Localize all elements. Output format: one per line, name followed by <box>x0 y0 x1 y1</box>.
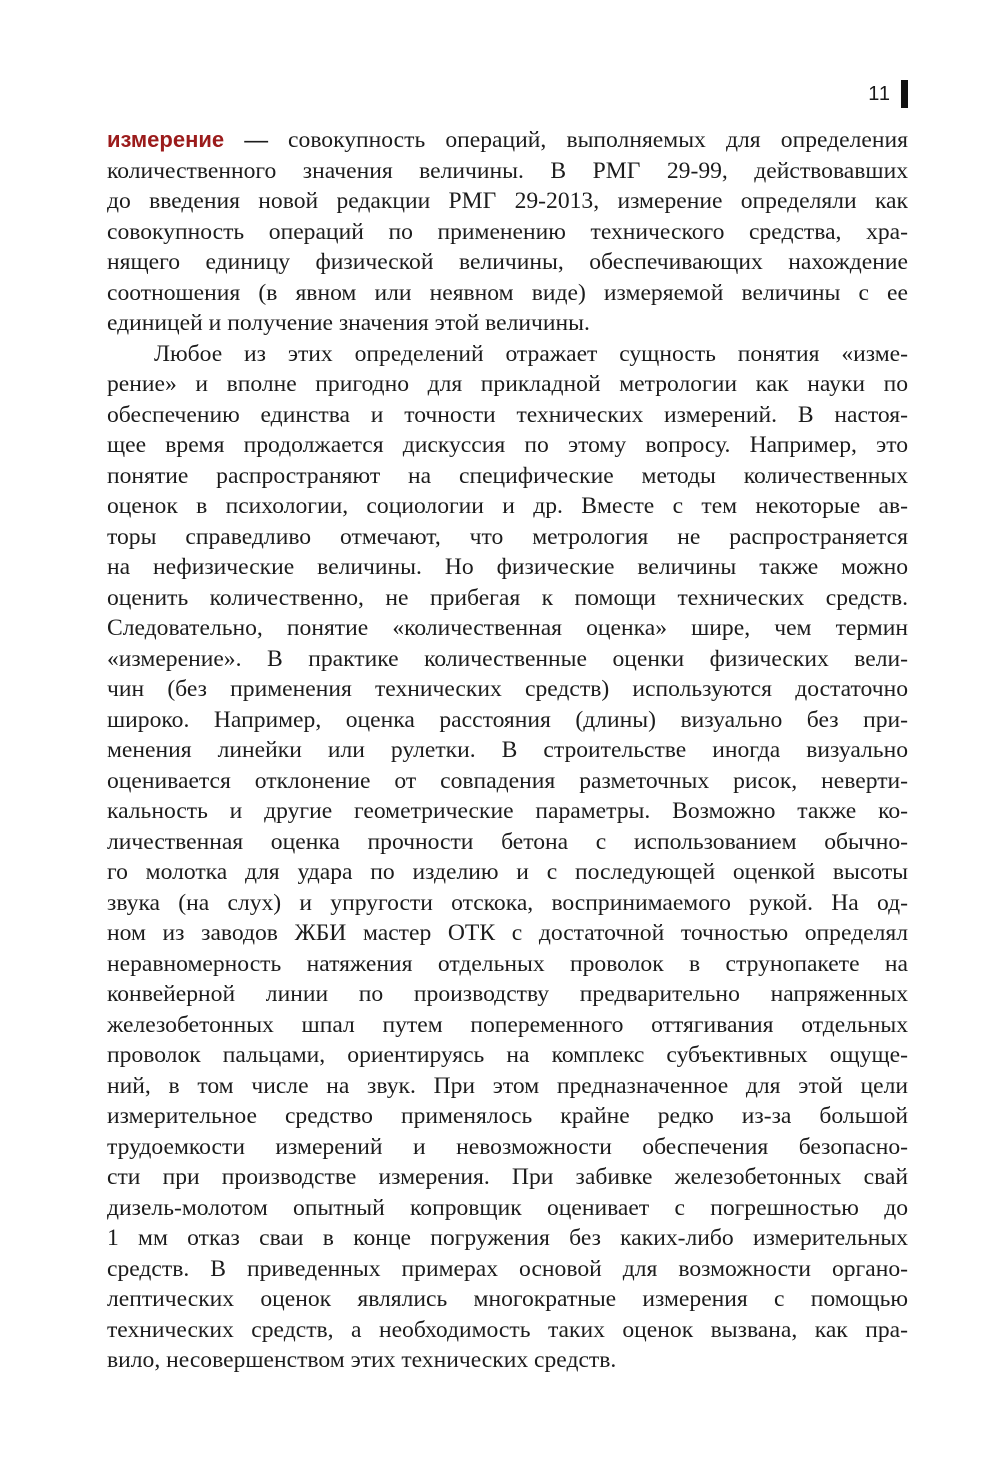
text-line: широко. Например, оценка расстояния (длины) визуально без при- <box>107 706 908 733</box>
text-line: торы справедливо отмечают, что метрология не распространяется <box>107 523 908 550</box>
text-line: обеспечению единства и точности технических измерений. В настоя- <box>107 401 908 428</box>
text-line: трудоемкости измерений и невозможности обеспечения безопасно- <box>107 1133 908 1160</box>
definition-block <box>107 125 908 339</box>
text-line: оценить количественно, не прибегая к помощи технических средств. <box>107 584 908 611</box>
text-line: кальность и другие геометрические параметры. Возможно также ко- <box>107 798 908 824</box>
text-line: рение» и вполне пригодно для прикладной метрологии как науки по <box>107 371 908 397</box>
text-line: Любое из этих определений отражает сущность понятия «изме- <box>154 340 908 367</box>
page-number: 11 <box>868 82 891 105</box>
page-number-bar <box>901 80 908 108</box>
page-body <box>107 125 908 1376</box>
text-line: менения линейки или рулетки. В строительстве иногда визуально <box>107 737 908 763</box>
text-line: щее время продолжается дискуссия по этому вопросу. Например, это <box>107 432 908 458</box>
defined-term: измерение <box>107 127 225 152</box>
text-line: единицей и получение значения этой величины. <box>107 310 590 336</box>
text-line: технических средств, а необходимость таких оценок вызвана, как пра- <box>107 1316 908 1343</box>
text-line: сти при производстве измерения. При забивке железобетонных свай <box>107 1164 908 1190</box>
text-line: до введения новой редакции РМГ 29-2013, измерение определяли как <box>107 188 908 214</box>
text-line: 1 мм отказ сваи в конце погружения без каких-либо измерительных <box>107 1225 908 1251</box>
text-line: го молотка для удара по изделию и с последующей оценкой высоты <box>107 859 908 885</box>
text-line: соотношения (в явном или неявном виде) измеряемой величины с ее <box>107 279 908 306</box>
text-line: оценивается отклонение от совпадения разметочных рисок, неверти- <box>107 767 908 794</box>
text-line: «измерение». В практике количественные оценки физических вели- <box>107 645 908 672</box>
body-paragraph <box>107 339 908 1376</box>
text-line: понятие распространяют на специфические методы количественных <box>107 462 908 489</box>
text-line: средств. В приведенных примерах основой для возможности органо- <box>107 1255 908 1282</box>
definition-first-line-text: совокупность операций, выполняемых для определения <box>267 127 908 153</box>
definition-dash: — <box>244 127 268 153</box>
text-line: звука (на слух) и упругости отскока, воспринимаемого рукой. На од- <box>107 889 908 916</box>
text-line: дизель-молотом опытный копровщик оценивает с погрешностью до <box>107 1194 908 1221</box>
text-line: оценок в психологии, социологии и др. Вместе с тем некоторые ав- <box>107 493 908 519</box>
text-line: количественного значения величины. В РМГ 29-99, действовавших <box>107 157 908 184</box>
text-line: нящего единицу физической величины, обеспечивающих нахождение <box>107 249 908 275</box>
text-line: совокупность операций по применению технического средства, хра- <box>107 218 908 245</box>
text-line: ном из заводов ЖБИ мастер ОТК с достаточной точностью определял <box>107 920 908 946</box>
text-line: ний, в том числе на звук. При этом предназначенное для этой цели <box>107 1072 908 1099</box>
text-line: проволок пальцами, ориентируясь на комплекс субъективных ощуще- <box>107 1042 908 1068</box>
page-header <box>868 80 908 108</box>
definition-first-line <box>107 125 908 156</box>
text-line: конвейерной линии по производству предварительно напряженных <box>107 981 908 1007</box>
text-line: чин (без применения технических средств) используются достаточно <box>107 676 908 702</box>
text-line: железобетонных шпал путем попеременного оттягивания отдельных <box>107 1011 908 1038</box>
text-line: вило, несовершенством этих технических средств. <box>107 1347 617 1373</box>
text-line: на нефизические величины. Но физические величины также можно <box>107 554 908 580</box>
text-line: личественная оценка прочности бетона с использованием обычно- <box>107 828 908 855</box>
text-line: измерительное средство применялось крайне редко из-за большой <box>107 1103 908 1129</box>
text-line: Следовательно, понятие «количественная оценка» шире, чем термин <box>107 615 908 641</box>
text-line: неравномерность натяжения отдельных проволок в струнопакете на <box>107 950 908 977</box>
text-line: лептических оценок являлись многократные измерения с помощью <box>107 1286 908 1312</box>
